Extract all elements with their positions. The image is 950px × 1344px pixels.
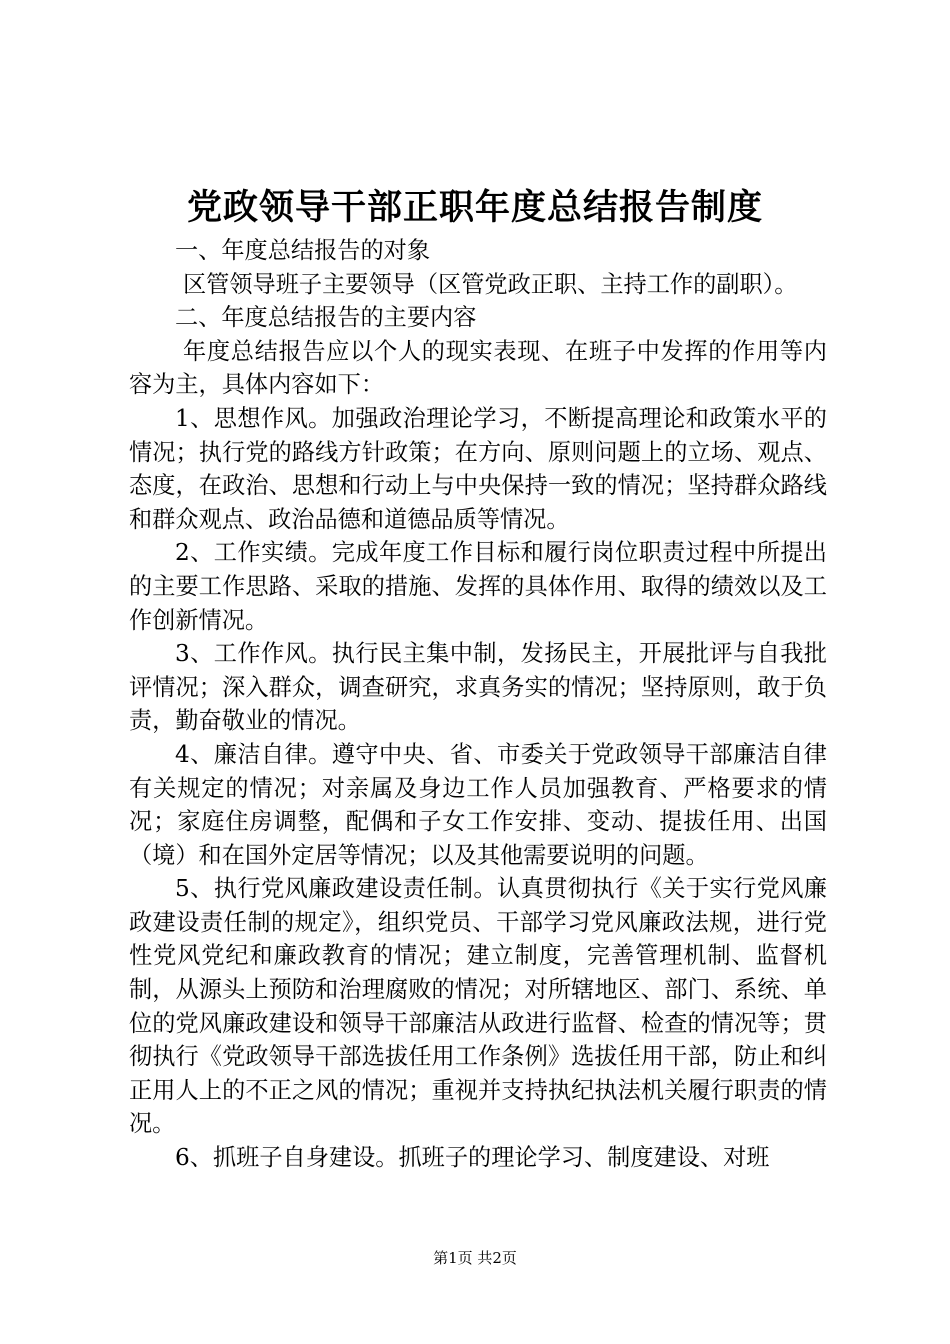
section-heading-2: 二、年度总结报告的主要内容 [175,304,477,332]
section-heading-1: 一、年度总结报告的对象 [175,237,431,264]
paragraph-item-2: 2、工作实绩。完成年度工作目标和履行岗位职责过程中所提出的主要工作思路、采取的措施、发挥的具体作用、取得的绩效以及工作创新情况。 [129,539,827,634]
document-title: 党政领导干部正职年度总结报告制度 [186,187,763,228]
paragraph-report-targets: 区管领导班子主要领导（区管党政正职、主持工作的副职）。 [183,270,798,298]
paragraph-item-6: 6、抓班子自身建设。抓班子的理论学习、制度建设、对班 [175,1144,770,1172]
paragraph-item-1: 1、思想作风。加强政治理论学习，不断提高理论和政策水平的情况；执行党的路线方针政策；在方向、原则问题上的立场、观点、态度，在政治、思想和行动上与中央保持一致的情况；坚持群众路线和群众观点、政治品德和道德品质等情况。 [129,404,827,533]
paragraph-item-3: 3、工作作风。执行民主集中制，发扬民主，开展批评与自我批评情况；深入群众，调查研究，求真务实的情况；坚持原则，敢于负责，勤奋敬业的情况。 [129,640,827,735]
page-footer: 第1页 共2页 [433,1249,517,1267]
document-body [129,234,827,1175]
paragraph-report-content-intro: 年度总结报告应以个人的现实表现、在班子中发挥的作用等内容为主，具体内容如下： [129,337,827,399]
paragraph-item-5: 5、执行党风廉政建设责任制。认真贯彻执行《关于实行党风廉政建设责任制的规定》，组织党员、干部学习党风廉政法规，进行党性党风党纪和廉政教育的情况；建立制度，完善管理机制、监督机制，从源头上预防和治理腐败的情况；对所辖地区、部门、系统、单位的党风廉政建设和领导干部廉洁从政进行监督、检查的情况等；贯彻执行《党政领导干部选拔任用工作条例》选拔任用干部，防止和纠正用人上的不正之风的情况；重视并支持执纪执法机关履行职责的情况。 [129,875,827,1138]
paragraph-item-4: 4、廉洁自律。遵守中央、省、市委关于党政领导干部廉洁自律有关规定的情况；对亲属及身边工作人员加强教育、严格要求的情况；家庭住房调整，配偶和子女工作安排、变动、提拔任用、出国（境）和在国外定居等情况；以及其他需要说明的问题。 [129,740,827,869]
